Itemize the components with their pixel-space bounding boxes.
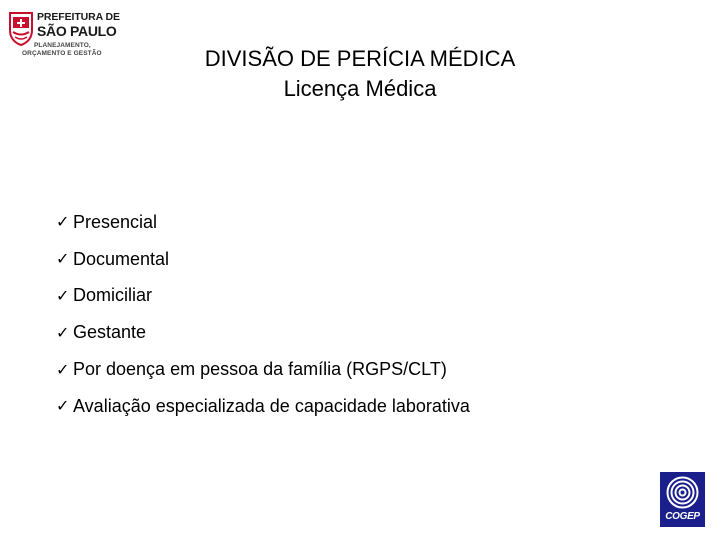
- cogep-text: COGEP: [665, 511, 700, 522]
- checkmark-icon: ✓: [56, 214, 70, 232]
- list-item: [56, 388, 470, 425]
- list-item: [56, 314, 470, 351]
- list-item: [56, 351, 470, 388]
- logo-line-orcamento: ORÇAMENTO E GESTÃO: [22, 50, 102, 57]
- bullet-list: [56, 204, 470, 425]
- title-line-2: Licença Médica: [283, 76, 437, 101]
- list-item: [56, 204, 470, 241]
- list-item-label: Presencial: [73, 211, 158, 232]
- logo-line-planejamento: PLANEJAMENTO,: [34, 42, 91, 49]
- logo-line-sao-paulo: SÃO PAULO: [37, 23, 117, 39]
- logo-line-prefeitura: PREFEITURA DE: [37, 11, 120, 23]
- checkmark-icon: ✓: [56, 361, 70, 379]
- checkmark-icon: ✓: [56, 251, 70, 269]
- list-item-label: Documental: [73, 248, 170, 269]
- list-item: [56, 241, 470, 278]
- title-line-1: DIVISÃO DE PERÍCIA MÉDICA: [204, 46, 516, 71]
- page-title: [0, 44, 720, 104]
- list-item-label: Domiciliar: [73, 285, 153, 306]
- checkmark-icon: ✓: [56, 324, 70, 342]
- checkmark-icon: ✓: [56, 287, 70, 305]
- list-item-label: Avaliação especializada de capacidade laborativa: [73, 395, 470, 416]
- list-item: [56, 278, 470, 315]
- list-item-label: Por doença em pessoa da família (RGPS/CLT): [73, 359, 447, 380]
- city-crest-icon: [8, 10, 34, 46]
- list-item-label: Gestante: [73, 322, 147, 343]
- cogep-logo: [660, 472, 705, 527]
- checkmark-icon: ✓: [56, 398, 70, 416]
- spiral-icon: [665, 475, 700, 510]
